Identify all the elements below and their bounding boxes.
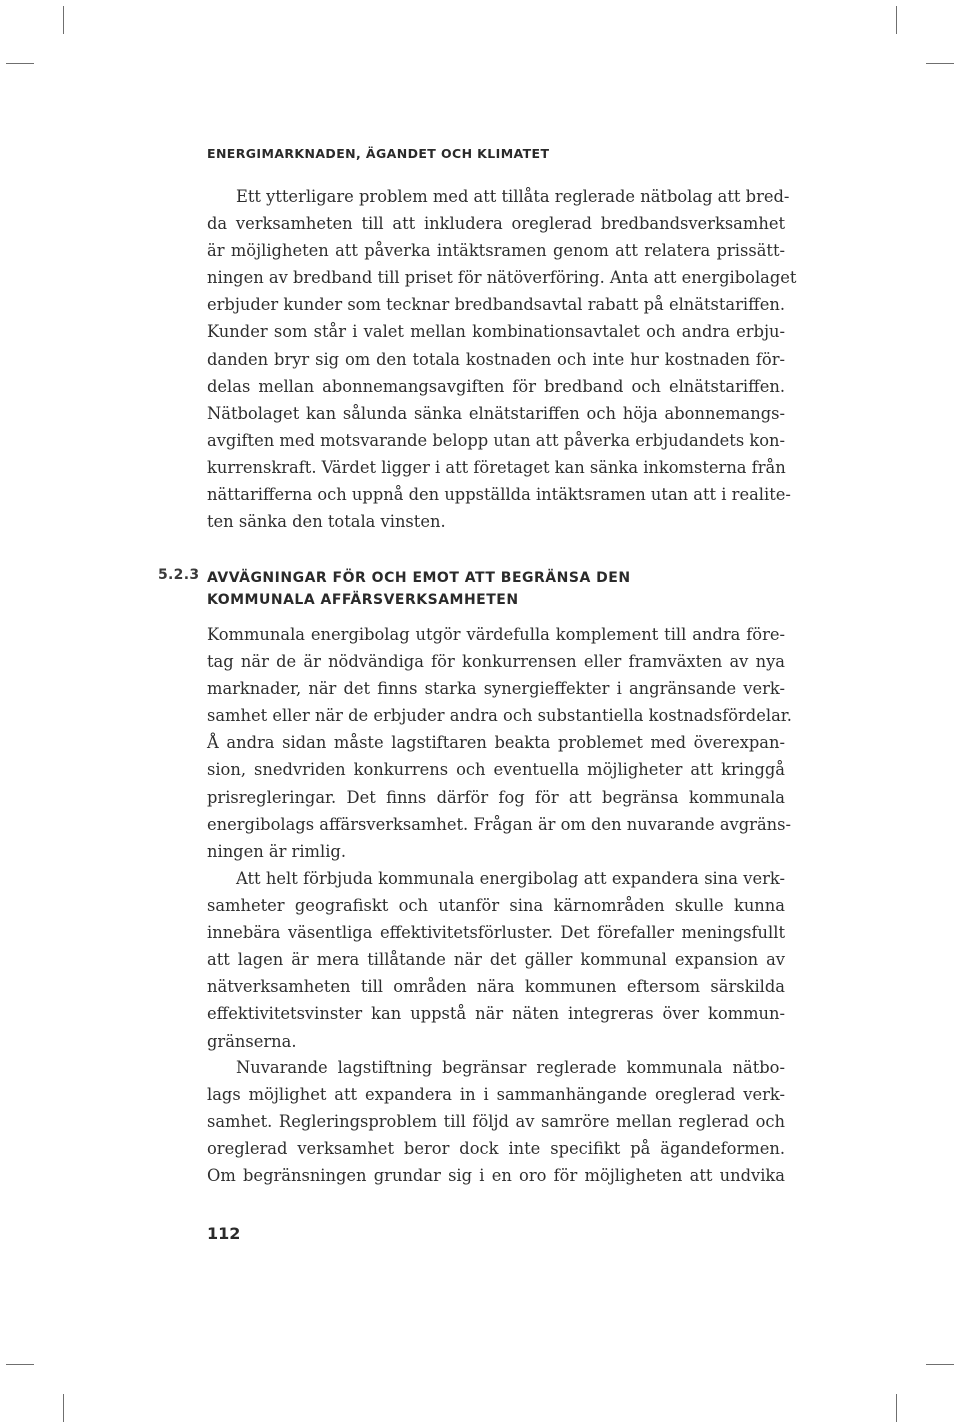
text-line: energibolags affärsverksamhet. Frågan är om den nuvarande avgräns- bbox=[207, 814, 791, 834]
text-line: Om begränsningen grundar sig i en oro för möjligheten att undvika bbox=[207, 1166, 785, 1186]
section-title-line: AVVÄGNINGAR FÖR OCH EMOT ATT BEGRÄNSA DEN bbox=[207, 570, 631, 586]
text-line: erbjuder kunder som tecknar bredbandsavtal rabatt på elnätstariffen. bbox=[207, 295, 785, 315]
text-line: Kunder som står i valet mellan kombinationsavtalet och andra erbju- bbox=[207, 322, 785, 342]
crop-mark-bottom-right-v bbox=[896, 1394, 897, 1422]
text-line: oreglerad verksamhet beror dock inte specifikt på ägandeformen. bbox=[207, 1139, 785, 1159]
crop-mark-top-right-v bbox=[896, 6, 897, 34]
section-title bbox=[207, 567, 767, 611]
text-line: avgiften med motsvarande belopp utan att påverka erbjudandets kon- bbox=[207, 430, 786, 450]
text-line: Att helt förbjuda kommunala energibolag att expandera sina verk- bbox=[236, 869, 785, 888]
section-title-line: KOMMUNALA AFFÄRSVERKSAMHETEN bbox=[207, 592, 519, 608]
text-line: lags möjlighet att expandera in i sammanhängande oreglerad verk- bbox=[207, 1085, 785, 1105]
text-line: att lagen är mera tillåtande när det gäller kommunal expansion av bbox=[207, 950, 785, 970]
text-line: Nuvarande lagstiftning begränsar reglerade kommunala nätbo- bbox=[236, 1058, 785, 1077]
text-line: danden bryr sig om den totala kostnaden och inte hur kostnaden för- bbox=[207, 349, 785, 369]
text-line: samhet eller när de erbjuder andra och substantiella kostnadsfördelar. bbox=[207, 706, 792, 726]
running-head: ENERGIMARKNADEN, ÄGANDET OCH KLIMATET bbox=[207, 146, 550, 161]
text-line: kurrenskraft. Värdet ligger i att företaget kan sänka inkomsterna från bbox=[207, 457, 786, 477]
paragraph-3 bbox=[207, 865, 785, 1055]
crop-mark-bottom-right-h bbox=[926, 1364, 954, 1365]
paragraph-4 bbox=[207, 1054, 785, 1189]
crop-mark-top-left-h bbox=[6, 63, 34, 64]
crop-mark-top-right-h bbox=[926, 63, 954, 64]
text-line: Nätbolaget kan sålunda sänka elnätstariffen och höja abonnemangs- bbox=[207, 403, 785, 423]
text-line: Å andra sidan måste lagstiftaren beakta problemet med överexpan- bbox=[207, 733, 785, 753]
text-line: prisregleringar. Det finns därför fog för att begränsa kommunala bbox=[207, 787, 785, 807]
text-line: innebära väsentliga effektivitetsförluster. Det förefaller meningsfullt bbox=[207, 923, 785, 943]
text-line: ningen av bredband till priset för nätöverföring. Anta att energibolaget bbox=[207, 268, 797, 288]
text-line: ten sänka den totala vinsten. bbox=[207, 512, 446, 532]
text-line: sion, snedvriden konkurrens och eventuella möjligheter att kringgå bbox=[207, 760, 785, 780]
text-line: da verksamheten till att inkludera oreglerad bredbandsverksamhet bbox=[207, 214, 785, 234]
text-line: samhet. Regleringsproblem till följd av samröre mellan reglerad och bbox=[207, 1112, 785, 1132]
paragraph-1 bbox=[207, 183, 797, 535]
paragraph-2 bbox=[207, 621, 792, 865]
text-line: gränserna. bbox=[207, 1031, 297, 1051]
crop-mark-bottom-left-h bbox=[6, 1364, 34, 1365]
text-line: Ett ytterligare problem med att tillåta reglerade nätbolag att bred- bbox=[236, 187, 790, 206]
text-line: effektivitetsvinster kan uppstå när näten integreras över kommun- bbox=[207, 1004, 785, 1024]
text-line: nätverksamheten till områden nära kommunen eftersom särskilda bbox=[207, 977, 785, 997]
text-line: nättarifferna och uppnå den uppställda intäktsramen utan att i realite- bbox=[207, 485, 791, 505]
section-number: 5.2.3 bbox=[158, 567, 200, 583]
crop-mark-bottom-left-v bbox=[63, 1394, 64, 1422]
page-number: 112 bbox=[207, 1224, 241, 1243]
text-line: delas mellan abonnemangsavgiften för bredband och elnätstariffen. bbox=[207, 376, 785, 396]
text-line: samheter geografiskt och utanför sina kärnområden skulle kunna bbox=[207, 896, 785, 916]
crop-mark-top-left-v bbox=[63, 6, 64, 34]
text-line: Kommunala energibolag utgör värdefulla komplement till andra före- bbox=[207, 625, 785, 644]
text-line: ningen är rimlig. bbox=[207, 841, 347, 861]
text-line: tag när de är nödvändiga för konkurrensen eller framväxten av nya bbox=[207, 652, 785, 672]
text-line: är möjligheten att påverka intäktsramen genom att relatera prissätt- bbox=[207, 241, 785, 261]
text-line: marknader, när det finns starka synergieffekter i angränsande verk- bbox=[207, 679, 785, 699]
